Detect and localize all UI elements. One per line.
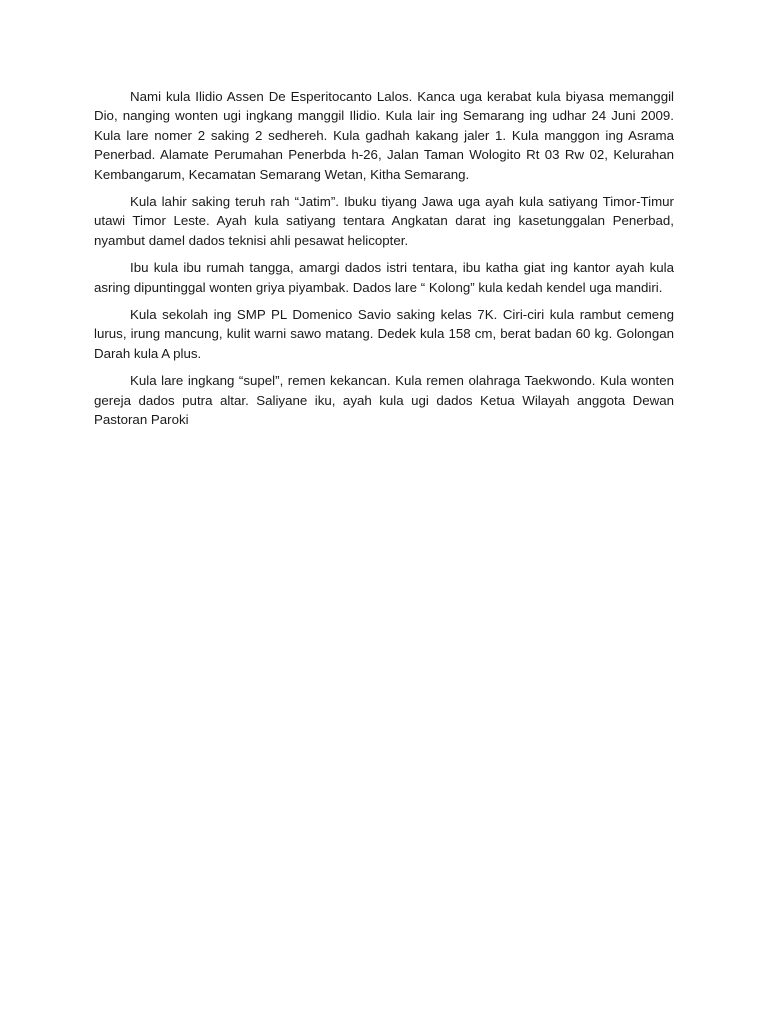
paragraph-5: Kula lare ingkang “supel”, remen kekancan. Kula remen olahraga Taekwondo. Kula wonten gereja dados putra altar. Saliyane iku, ayah kula ugi dados Ketua Wilayah anggota Dewan Pastoran Paroki xyxy=(94,373,674,428)
paragraph-1: Nami kula Ilidio Assen De Esperitocanto Lalos. Kanca uga kerabat kula biyasa memanggil Dio, nanging wonten ugi ingkang manggil Ilidio. Kula lair ing Semarang ing udhar 24 Juni 2009. Kula lare nomer 2 saking 2 sedhereh. Kula gadhah kakang jaler 1. Kula manggon ing Asrama Penerbad. Alamate Perumahan Penerbda h-26, Jalan Taman Wologito Rt 03 Rw 02, Kelurahan Kembangarum, Kecamatan Semarang Wetan, Kitha Semarang. xyxy=(94,89,674,182)
paragraph-3: Ibu kula ibu rumah tangga, amargi dados istri tentara, ibu katha giat ing kantor ayah kula asring dipuntinggal wonten griya piyambak. Dados lare “ Kolong” kula kedah kendel uga mandiri. xyxy=(94,260,674,295)
document-body xyxy=(94,87,674,438)
paragraph-4: Kula sekolah ing SMP PL Domenico Savio saking kelas 7K. Ciri-ciri kula rambut cemeng lurus, irung mancung, kulit warni sawo matang. Dedek kula 158 cm, berat badan 60 kg. Golongan Darah kula A plus. xyxy=(94,307,674,361)
paragraph-2: Kula lahir saking teruh rah “Jatim”. Ibuku tiyang Jawa uga ayah kula satiyang Timor-Timur utawi Timor Leste. Ayah kula satiyang tentara Angkatan darat ing kasetunggalan Penerbad, nyambut damel dados teknisi ahli pesawat helicopter. xyxy=(94,194,674,248)
